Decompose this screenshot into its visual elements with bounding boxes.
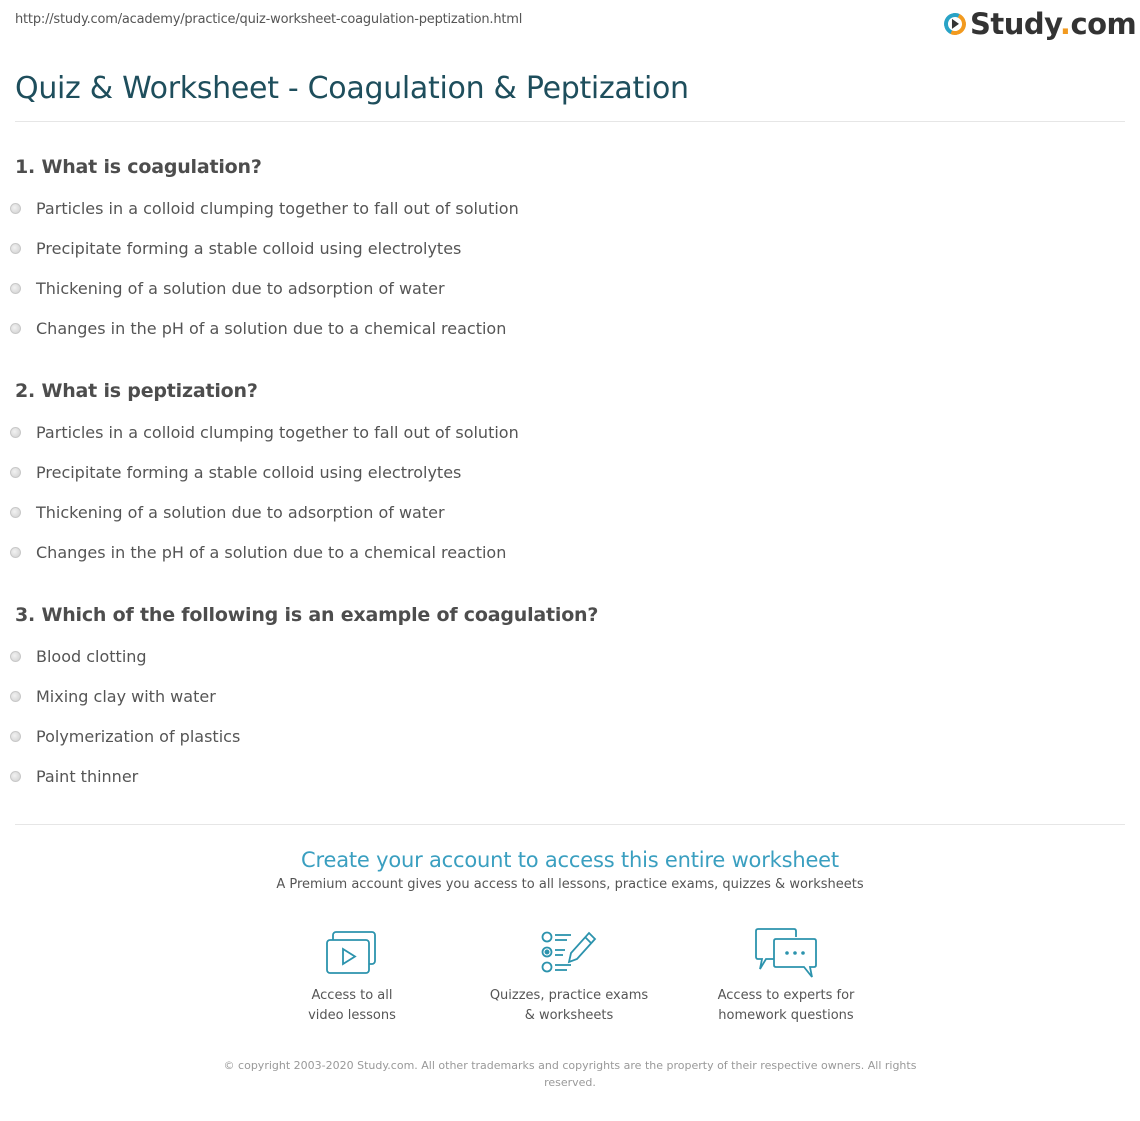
radio-button-icon[interactable] — [10, 731, 21, 742]
option-label: Precipitate forming a stable colloid using electrolytes — [36, 239, 462, 258]
feature-quizzes — [469, 928, 669, 1026]
feature-label-line2: homework questions — [718, 1008, 854, 1023]
quiz-checklist-icon — [469, 928, 669, 978]
option-label: Paint thinner — [36, 767, 139, 786]
option-label: Blood clotting — [36, 647, 147, 666]
question-3-option-2[interactable] — [10, 687, 216, 706]
radio-button-icon[interactable] — [10, 283, 21, 294]
chat-bubbles-icon — [686, 928, 886, 978]
question-1-option-2[interactable] — [10, 239, 461, 258]
cta-subtitle: A Premium account gives you access to all lessons, practice exams, quizzes & worksheets — [276, 877, 864, 892]
question-3-option-4[interactable] — [10, 767, 138, 786]
question-1-option-4[interactable] — [10, 319, 506, 338]
study-play-logo-icon — [941, 10, 969, 38]
study-logo[interactable] — [944, 9, 1136, 39]
feature-experts — [686, 928, 886, 1026]
question-text: 1. What is coagulation? — [15, 156, 262, 178]
logo-text: Study.com — [970, 7, 1137, 41]
option-label: Thickening of a solution due to adsorption of water — [36, 503, 445, 522]
radio-button-icon[interactable] — [10, 771, 21, 782]
radio-button-icon[interactable] — [10, 651, 21, 662]
radio-button-icon[interactable] — [10, 243, 21, 254]
option-label: Particles in a colloid clumping together to fall out of solution — [36, 199, 519, 218]
feature-label-line2: video lessons — [308, 1008, 396, 1023]
page-url: http://study.com/academy/practice/quiz-worksheet-coagulation-peptization.html — [15, 12, 523, 27]
question-text: 2. What is peptization? — [15, 380, 258, 402]
option-label: Mixing clay with water — [36, 687, 216, 706]
feature-label-line2: & worksheets — [524, 1008, 614, 1023]
cta-divider — [15, 824, 1125, 825]
create-account-link[interactable]: Create your account to access this entire worksheet — [301, 848, 839, 872]
option-label: Thickening of a solution due to adsorption of water — [36, 279, 445, 298]
feature-label-line1: Quizzes, practice exams — [489, 988, 649, 1003]
feature-label-line1: Access to experts for — [717, 988, 855, 1003]
question-3-option-3[interactable] — [10, 727, 240, 746]
page-title: Quiz & Worksheet - Coagulation & Peptization — [15, 71, 689, 106]
question-2-option-1[interactable] — [10, 423, 519, 442]
question-text: 3. Which of the following is an example of coagulation? — [15, 604, 599, 626]
copyright-footer: © copyright 2003-2020 Study.com. All other trademarks and copyrights are the property of their respective owners. All rights reserved. — [223, 1059, 917, 1089]
option-label: Polymerization of plastics — [36, 727, 241, 746]
question-3-option-1[interactable] — [10, 647, 147, 666]
question-2 — [15, 380, 258, 402]
feature-label-line1: Access to all — [311, 988, 393, 1003]
question-2-option-2[interactable] — [10, 463, 461, 482]
radio-button-icon[interactable] — [10, 467, 21, 478]
question-3 — [15, 604, 598, 626]
question-1 — [15, 156, 262, 178]
question-1-option-1[interactable] — [10, 199, 519, 218]
radio-button-icon[interactable] — [10, 691, 21, 702]
option-label: Particles in a colloid clumping together to fall out of solution — [36, 423, 519, 442]
radio-button-icon[interactable] — [10, 507, 21, 518]
radio-button-icon[interactable] — [10, 323, 21, 334]
video-lessons-icon — [252, 928, 452, 978]
radio-button-icon[interactable] — [10, 427, 21, 438]
question-2-option-4[interactable] — [10, 543, 506, 562]
option-label: Changes in the pH of a solution due to a chemical reaction — [36, 543, 507, 562]
title-divider — [15, 121, 1125, 122]
question-1-option-3[interactable] — [10, 279, 445, 298]
option-label: Precipitate forming a stable colloid using electrolytes — [36, 463, 462, 482]
option-label: Changes in the pH of a solution due to a chemical reaction — [36, 319, 507, 338]
feature-video-lessons — [252, 928, 452, 1026]
radio-button-icon[interactable] — [10, 547, 21, 558]
question-2-option-3[interactable] — [10, 503, 445, 522]
radio-button-icon[interactable] — [10, 203, 21, 214]
